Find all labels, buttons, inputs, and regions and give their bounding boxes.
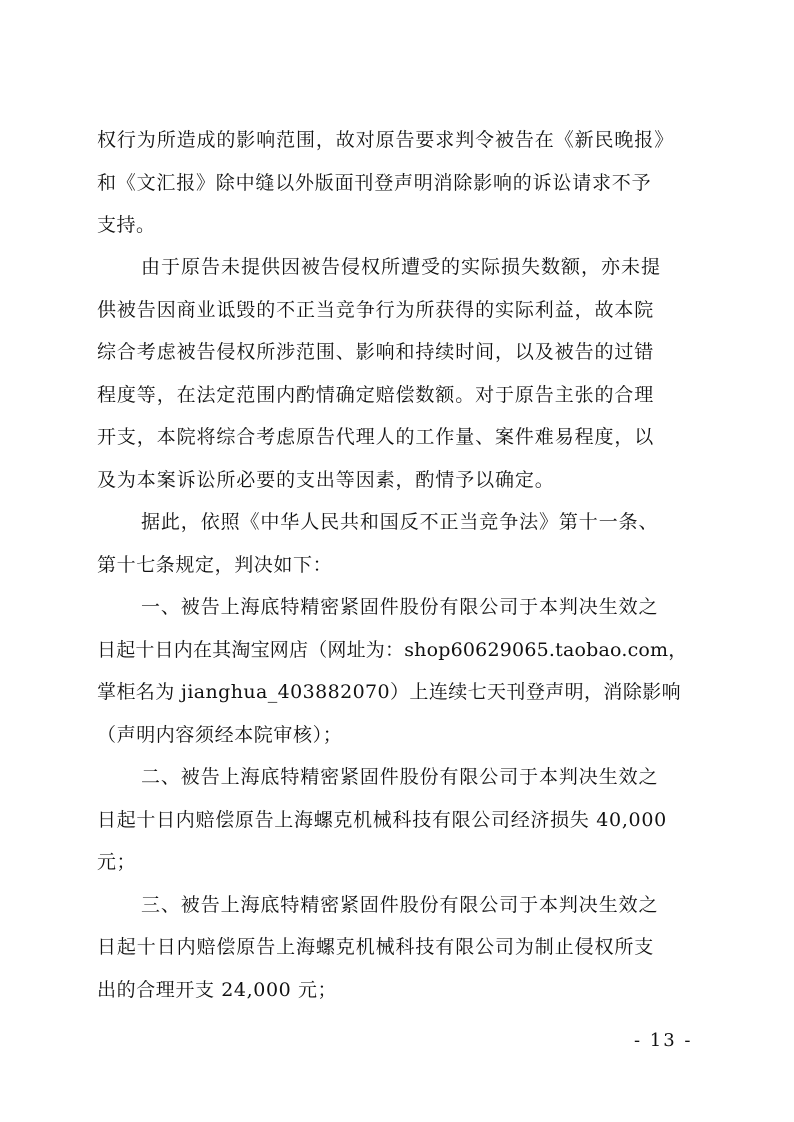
body-text-line: 支持。 (97, 214, 156, 236)
body-text-line: 综合考虑被告侵权所涉范围、影响和持续时间，以及被告的过错 (97, 341, 655, 363)
judgment-item-line: 元； (97, 851, 137, 873)
page-number: - 13 - (634, 1030, 693, 1051)
body-text-line: 程度等，在法定范围内酌情确定赔偿数额。对于原告主张的合理 (97, 384, 655, 406)
body-text-line: 开支，本院将综合考虑原告代理人的工作量、案件难易程度，以 (97, 426, 655, 448)
body-text-line: 权行为所造成的影响范围，故对原告要求判令被告在《新民晚报》 (97, 129, 675, 151)
judgment-item-line: 日起十日内赔偿原告上海螺克机械科技有限公司为制止侵权所支 (97, 936, 655, 958)
judgment-item-line: 日起十日内在其淘宝网店（网址为：shop60629065.taobao.com， (97, 639, 688, 661)
body-text-line: 和《文汇报》除中缝以外版面刊登声明消除影响的诉讼请求不予 (97, 172, 652, 194)
body-text-line: 第十七条规定，判决如下： (97, 554, 333, 576)
body-text-line: 供被告因商业诋毁的不正当竞争行为所获得的实际利益，故本院 (97, 299, 655, 321)
judgment-item-line: 出的合理开支 24,000 元； (97, 979, 338, 1001)
judgment-item-line: 掌柜名为 jianghua_403882070）上连续七天刊登声明，消除影响 (97, 681, 682, 703)
body-text-line: 及为本案诉讼所必要的支出等因素，酌情予以确定。 (97, 469, 555, 491)
body-text-line: 由于原告未提供因被告侵权所遭受的实际损失数额，亦未提 (141, 256, 662, 278)
body-text-line: 据此，依照《中华人民共和国反不正当竞争法》第十一条、 (141, 511, 659, 533)
judgment-item-line: 一、被告上海底特精密紧固件股份有限公司于本判决生效之 (141, 596, 659, 618)
judgment-item-line: 日起十日内赔偿原告上海螺克机械科技有限公司经济损失 40,000 (97, 809, 667, 831)
judgment-item-line: 二、被告上海底特精密紧固件股份有限公司于本判决生效之 (141, 766, 659, 788)
judgment-item-line: （声明内容须经本院审核）； (97, 724, 343, 746)
judgment-item-line: 三、被告上海底特精密紧固件股份有限公司于本判决生效之 (141, 894, 659, 916)
